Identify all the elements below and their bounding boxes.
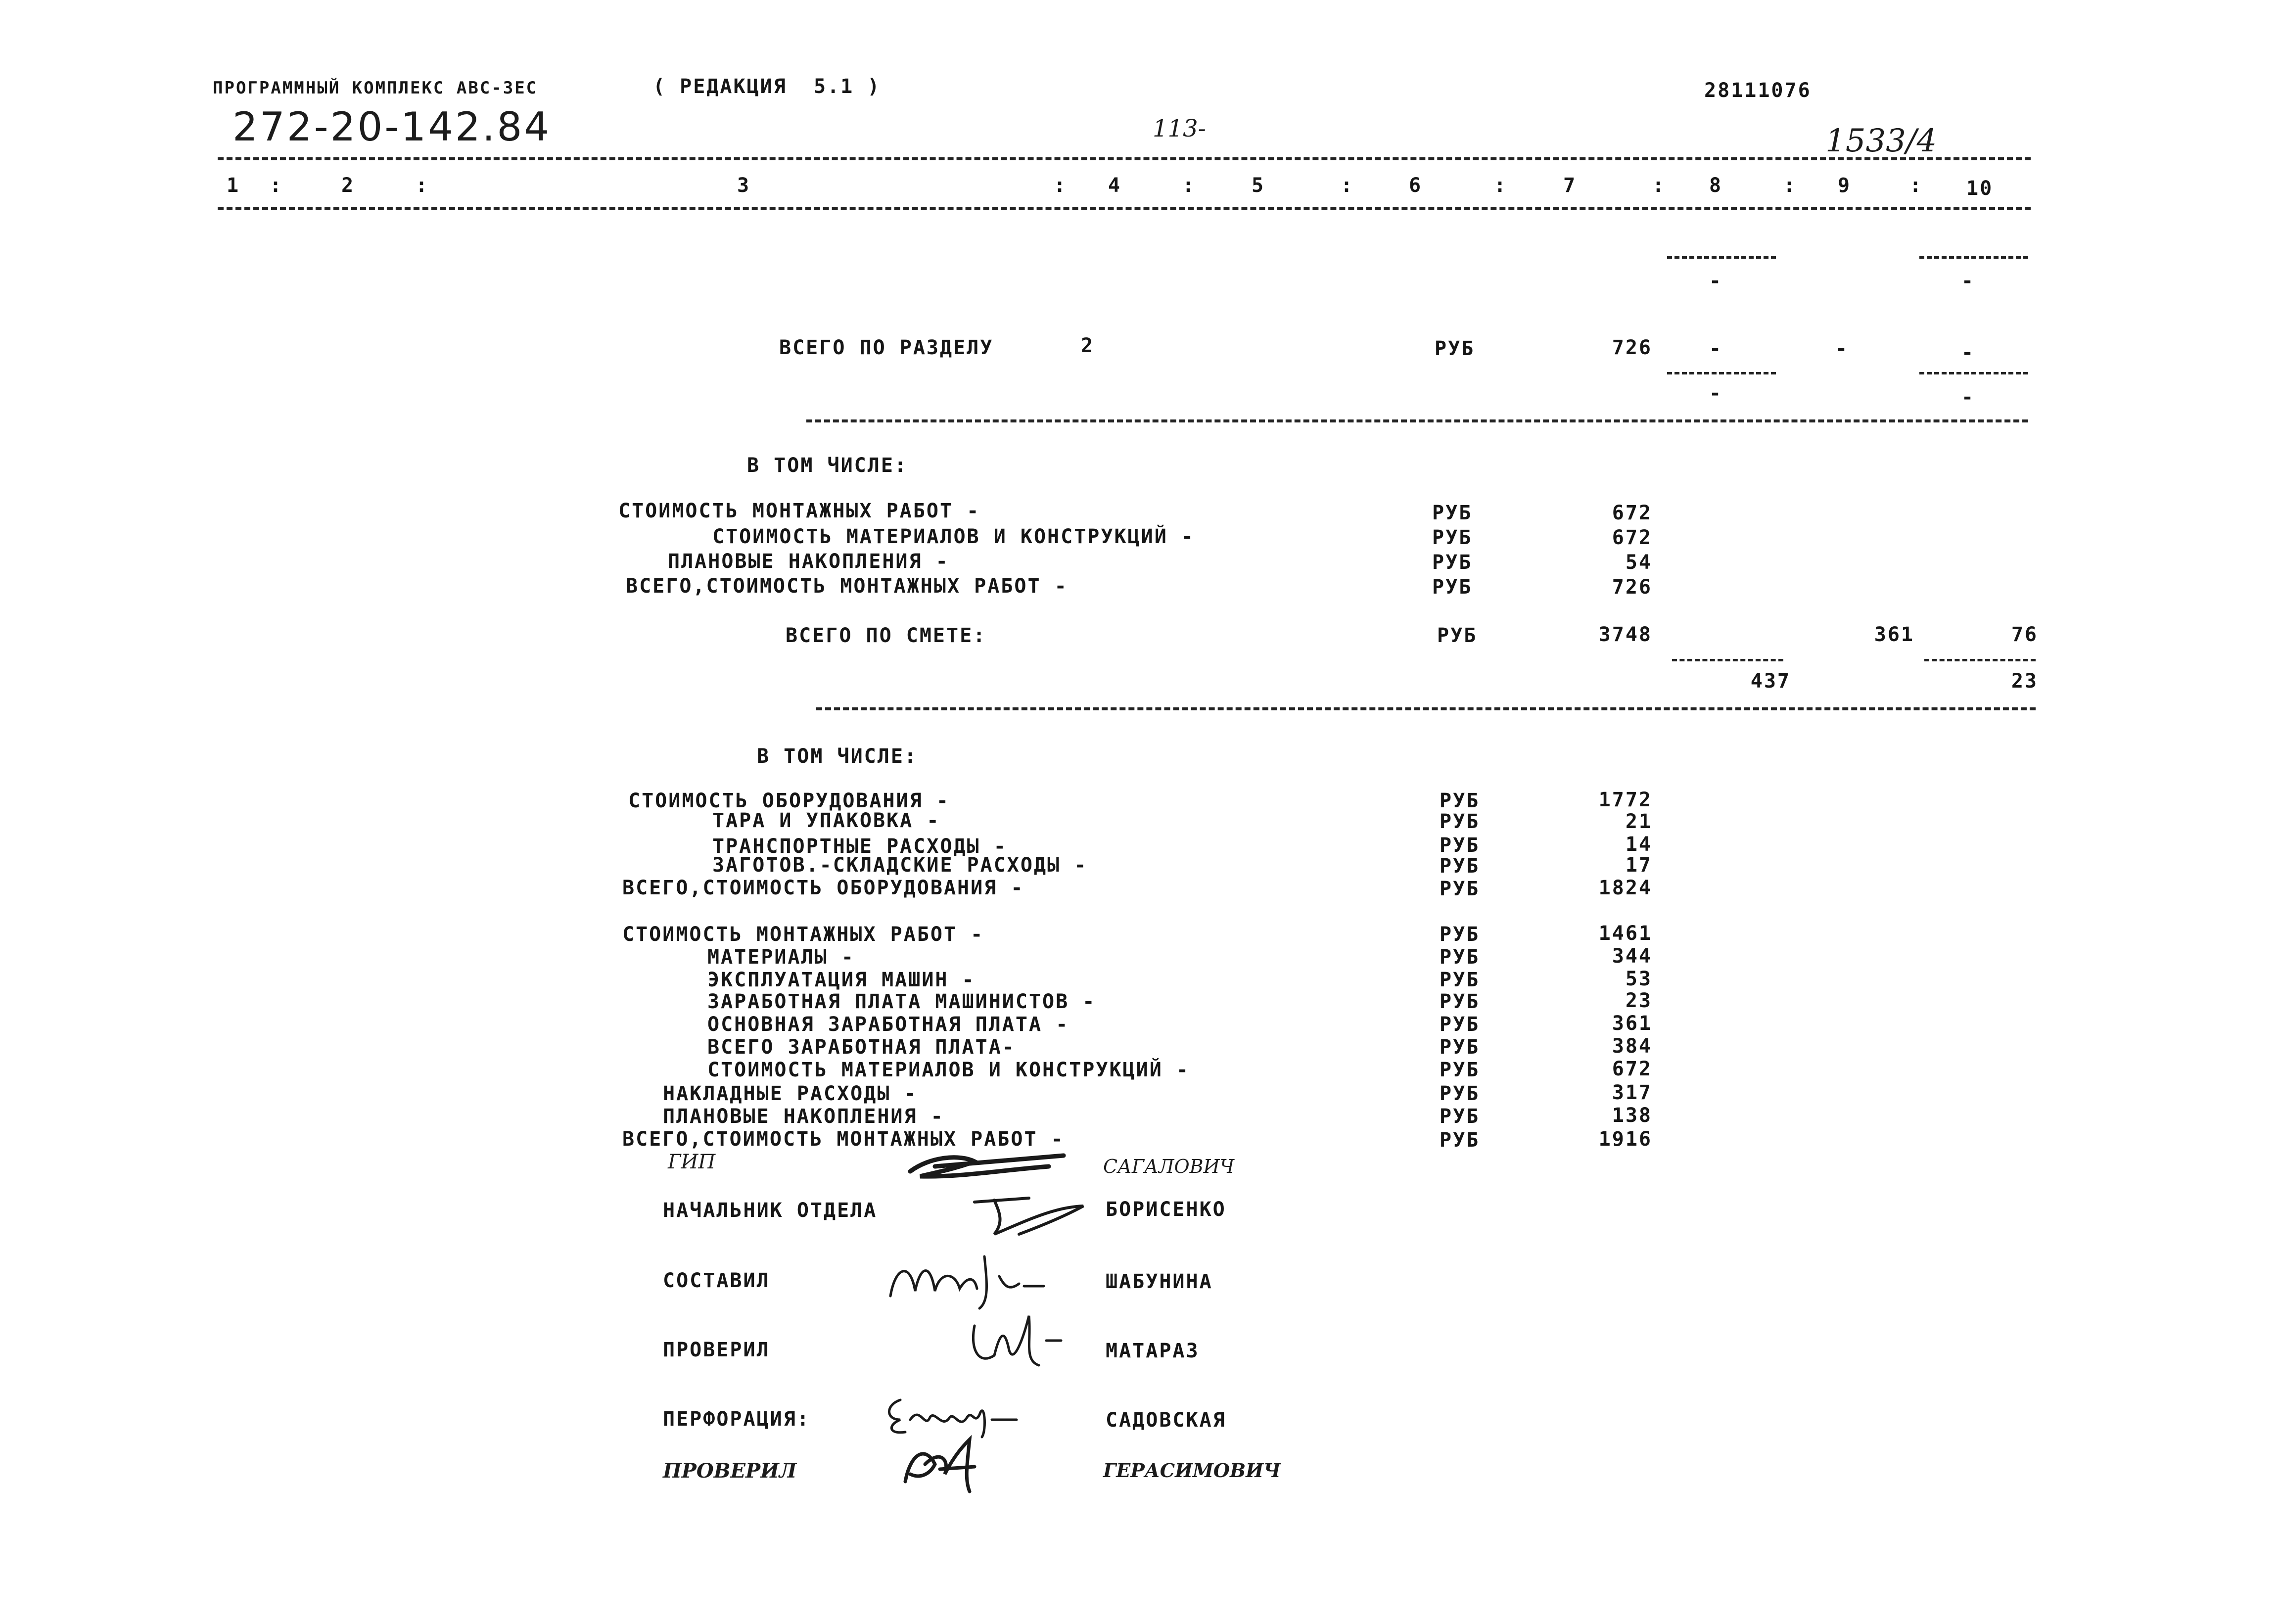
scanned-page: ПРОГРАММНЫЙ КОМПЛЕКС АВС-ЗЕС ( РЕДАКЦИЯ 5.1 ) 28111076 272-20-142.84 113- 1533/4 1 2 3 4 5 6 7 8 9 10 : : : : : : : : : - - ВСЕГО ПО РАЗДЕЛУ 2 РУБ 726 - - - - - В ТОМ ЧИСЛЕ: СТОИМОСТЬ МОНТАЖНЫХ РАБОТ - РУБ 672 СТОИМОСТЬ МАТЕРИАЛОВ И КОНСТРУКЦИЙ - РУБ 672 ПЛАНОВЫЕ НАКОПЛЕНИЯ - РУБ 54 ВСЕГО,СТОИМОСТЬ МОНТАЖНЫХ РАБОТ - РУБ 726 ВСЕГО ПО СМЕТЕ: РУБ 3748 361 76 437 23 В ТОМ ЧИСЛЕ: СТОИМОСТЬ ОБОРУДОВАНИЯ - РУБ 1772 ТАРА И УПАКОВКА - РУБ 21 ТРАНСПОРТНЫЕ РАСХОДЫ - РУБ 14 ЗАГОТОВ.-СКЛАДСКИЕ РАСХОДЫ - РУБ 17 ВСЕГО,СТОИМОСТЬ ОБОРУДОВАНИЯ - РУБ 1824 СТОИМОСТЬ МОНТАЖНЫХ РАБОТ - РУБ 1461 МАТЕРИАЛЫ - РУБ 344 ЭКСПЛУАТАЦИЯ МАШИН - РУБ 53 ЗАРАБОТНАЯ ПЛАТА МАШИНИСТОВ - РУБ 23 ОСНОВНАЯ ЗАРАБОТНАЯ ПЛАТА - РУБ 361 ВСЕГО ЗАРАБОТНАЯ ПЛАТА- РУБ 384 СТОИМОСТЬ МАТЕРИАЛОВ И КОНСТРУКЦИЙ - РУБ 672 НАКЛАДНЫЕ РАСХОДЫ - РУБ 317 ПЛАНОВЫЕ НАКОПЛЕНИЯ - РУБ 138 ВСЕГО,СТОИМОСТЬ МОНТАЖНЫХ РАБОТ - РУБ 1916 ГИП САГАЛОВИЧ НАЧАЛЬНИК ОТДЕЛА БОРИСЕНКО СОСТАВИЛ ШАБУНИНА ПРОВЕРИЛ МАТАРАЗ ПЕРФОРАЦИЯ: САДОВСКАЯ ПРОВЕРИЛ ГЕРАСИМОВИЧ <box>0 0 2279 1624</box>
row-unit: РУБ <box>1440 946 1480 969</box>
estimate-total-unit: РУБ <box>1437 624 1478 647</box>
signer-role: СОСТАВИЛ <box>663 1269 770 1292</box>
row-unit: РУБ <box>1440 1036 1480 1059</box>
row-label: ПЛАНОВЫЕ НАКОПЛЕНИЯ - <box>668 550 949 573</box>
column-number: 7 <box>1563 174 1577 197</box>
row-value: 17 <box>1625 854 1652 877</box>
row-value: 54 <box>1625 551 1652 574</box>
row-value: 726 <box>1612 576 1652 599</box>
row-label: ВСЕГО,СТОИМОСТЬ МОНТАЖНЫХ РАБОТ - <box>622 1128 1065 1151</box>
row-unit: РУБ <box>1432 526 1473 549</box>
row-label: ПЛАНОВЫЕ НАКОПЛЕНИЯ - <box>663 1105 944 1128</box>
row-unit: РУБ <box>1440 969 1480 991</box>
row-unit: РУБ <box>1440 1013 1480 1036</box>
estimate-total-col10-lower: 23 <box>2011 670 2038 693</box>
signature-scribble <box>965 1306 1064 1370</box>
row-unit: РУБ <box>1440 923 1480 946</box>
signer-role: ГИП <box>668 1151 716 1173</box>
row-value: 672 <box>1612 502 1652 524</box>
signer-name: ГЕРАСИМОВИЧ <box>1103 1459 1281 1482</box>
row-unit: РУБ <box>1440 1082 1480 1105</box>
column-number: 1 <box>227 174 240 197</box>
col8-subrule <box>1667 256 1776 259</box>
row-label: СТОИМОСТЬ ОБОРУДОВАНИЯ - <box>628 789 950 812</box>
row-value: 1916 <box>1598 1128 1652 1151</box>
program-name: ПРОГРАММНЫЙ КОМПЛЕКС АВС-ЗЕС <box>213 78 538 98</box>
row-unit: РУБ <box>1440 990 1480 1013</box>
signer-name: МАТАРАЗ <box>1106 1340 1200 1362</box>
row-unit: РУБ <box>1440 1059 1480 1081</box>
row-unit: РУБ <box>1440 834 1480 857</box>
signer-name: САГАЛОВИЧ <box>1103 1156 1235 1177</box>
row-label: НАКЛАДНЫЕ РАСХОДЫ - <box>663 1082 918 1105</box>
header-rule-top <box>218 157 2031 160</box>
row-value: 53 <box>1625 968 1652 990</box>
sheet-mark: 1533/4 <box>1825 123 1937 159</box>
dash-mark: - <box>1835 337 1849 360</box>
signer-name: БОРИСЕНКО <box>1106 1198 1226 1221</box>
row-unit: РУБ <box>1440 855 1480 878</box>
column-number: 3 <box>737 174 751 197</box>
section-number: 2 <box>1081 334 1095 357</box>
row-label: ЗАРАБОТНАЯ ПЛАТА МАШИНИСТОВ - <box>707 990 1096 1013</box>
dash-mark: - <box>1709 270 1723 292</box>
row-unit: РУБ <box>1432 576 1473 599</box>
signature-scribble <box>900 1147 1069 1186</box>
row-label: СТОИМОСТЬ МАТЕРИАЛОВ И КОНСТРУКЦИЙ - <box>712 525 1195 548</box>
section-total-value: 726 <box>1612 336 1652 359</box>
column-number: 9 <box>1838 174 1852 197</box>
signature-scribble <box>895 1435 989 1494</box>
row-label: СТОИМОСТЬ МАТЕРИАЛОВ И КОНСТРУКЦИЙ - <box>707 1059 1190 1081</box>
row-value: 344 <box>1612 945 1652 968</box>
row-value: 138 <box>1612 1104 1652 1127</box>
dash-mark: - <box>1709 337 1723 360</box>
row-value: 384 <box>1612 1035 1652 1058</box>
row-label: ЭКСПЛУАТАЦИЯ МАШИН - <box>707 969 976 991</box>
row-value: 23 <box>1625 989 1652 1012</box>
row-label: ОСНОВНАЯ ЗАРАБОТНАЯ ПЛАТА - <box>707 1013 1070 1036</box>
signer-name: ШАБУНИНА <box>1106 1270 1213 1293</box>
column-number: 10 <box>1966 177 1994 200</box>
edition-label: ( РЕДАКЦИЯ 5.1 ) <box>653 75 881 98</box>
signer-role: ПРОВЕРИЛ <box>663 1339 770 1361</box>
row-label: МАТЕРИАЛЫ - <box>707 946 855 969</box>
signer-role: ПЕРФОРАЦИЯ: <box>663 1408 810 1431</box>
row-label: ВСЕГО,СТОИМОСТЬ МОНТАЖНЫХ РАБОТ - <box>626 575 1068 598</box>
document-number: 272-20-142.84 <box>233 104 552 150</box>
column-number: 6 <box>1409 174 1423 197</box>
row-value: 21 <box>1625 810 1652 833</box>
estimate-total-col9: 361 <box>1874 623 1914 646</box>
row-value: 672 <box>1612 1058 1652 1080</box>
row-value: 361 <box>1612 1012 1652 1035</box>
row-label: ВСЕГО ЗАРАБОТНАЯ ПЛАТА- <box>707 1036 1016 1059</box>
signature-scribble <box>965 1187 1093 1242</box>
estimate-total-col8-lower: 437 <box>1750 670 1791 693</box>
row-unit: РУБ <box>1432 551 1473 574</box>
row-value: 1461 <box>1598 922 1652 945</box>
signature-scribble <box>881 1390 1024 1439</box>
row-label: ТРАНСПОРТНЫЕ РАСХОДЫ - <box>712 835 1007 858</box>
row-value: 1772 <box>1598 789 1652 811</box>
signer-role: ПРОВЕРИЛ <box>663 1459 797 1483</box>
signer-name: САДОВСКАЯ <box>1106 1409 1226 1432</box>
row-value: 1824 <box>1598 877 1652 899</box>
row-label: СТОИМОСТЬ МОНТАЖНЫХ РАБОТ - <box>618 500 980 522</box>
estimate-total-value: 3748 <box>1598 623 1652 646</box>
row-value: 317 <box>1612 1081 1652 1104</box>
estimate-total-rule <box>816 707 2036 710</box>
row-value: 14 <box>1625 833 1652 856</box>
row-unit: РУБ <box>1440 878 1480 900</box>
row-label: СТОИМОСТЬ МОНТАЖНЫХ РАБОТ - <box>622 923 984 946</box>
row-label: ЗАГОТОВ.-СКЛАДСКИЕ РАСХОДЫ - <box>712 854 1088 877</box>
dash-mark: - <box>1961 386 1975 409</box>
row-unit: РУБ <box>1440 1105 1480 1128</box>
estimate-total-label: ВСЕГО ПО СМЕТЕ: <box>786 624 987 647</box>
date-code: 28111076 <box>1704 79 1812 102</box>
col10-subrule <box>1919 256 2028 259</box>
column-number: 4 <box>1108 174 1122 197</box>
header-rule-bottom <box>218 207 2031 210</box>
row-unit: РУБ <box>1440 810 1480 833</box>
column-number: 8 <box>1709 174 1723 197</box>
column-number: 2 <box>341 174 355 197</box>
section-breakdown-heading: В ТОМ ЧИСЛЕ: <box>747 454 908 477</box>
section-total-label: ВСЕГО ПО РАЗДЕЛУ <box>779 336 994 359</box>
signature-scribble <box>881 1247 1049 1311</box>
estimate-breakdown-heading: В ТОМ ЧИСЛЕ: <box>757 745 918 768</box>
section-total-rule <box>806 419 2028 422</box>
section-total-unit: РУБ <box>1435 337 1475 360</box>
estimate-total-col10: 76 <box>2011 623 2038 646</box>
column-number: 5 <box>1252 174 1265 197</box>
row-unit: РУБ <box>1440 1129 1480 1152</box>
row-label: ВСЕГО,СТОИМОСТЬ ОБОРУДОВАНИЯ - <box>622 877 1024 899</box>
dash-mark: - <box>1961 270 1975 292</box>
signer-role: НАЧАЛЬНИК ОТДЕЛА <box>663 1199 878 1222</box>
row-unit: РУБ <box>1440 789 1480 812</box>
row-label: ТАРА И УПАКОВКА - <box>712 809 940 832</box>
dash-mark: - <box>1961 341 1975 364</box>
page-mark: 113- <box>1153 115 1206 142</box>
row-unit: РУБ <box>1432 502 1473 524</box>
row-value: 672 <box>1612 526 1652 549</box>
